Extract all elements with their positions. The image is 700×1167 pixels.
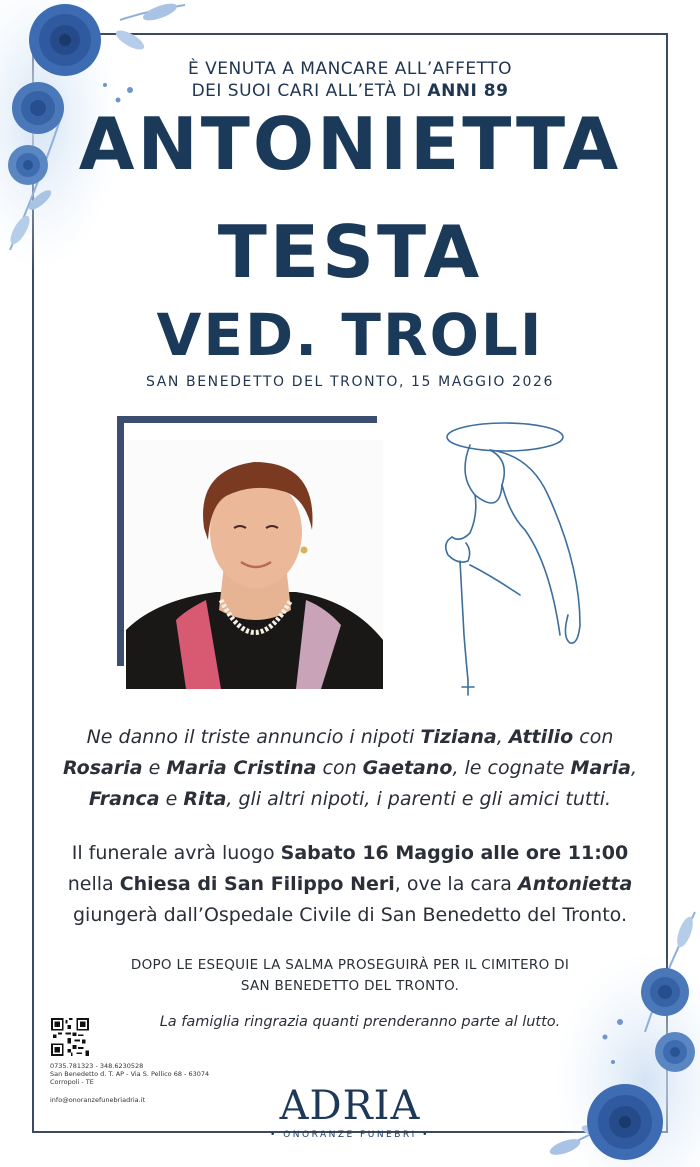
announce-text: , gli altri nipoti, i parenti e gli amici tutti. [226,788,612,810]
intro-line-2-text: DEI SUOI CARI ALL’ETÀ DI [191,81,428,101]
sister-in-law-name: Maria [570,757,631,779]
funeral-text: nella [67,873,120,895]
contact-city: Corropoli - TE [50,1078,94,1086]
family-thanks: La famiglia ringrazia quanti prenderanno parte al lutto. [159,1014,561,1030]
relative-name: Maria Cristina [166,757,317,779]
blue-rose-icon [587,1084,663,1160]
burial-line-1: DOPO LE ESEQUIE LA SALMA PROSEGUIRÀ PER IL CIMITERO DI [130,957,570,973]
announce-text: , le cognate [452,757,571,779]
contact-email[interactable]: info@onoranzefunebriadria.it [50,1096,146,1104]
funeral-text: , ove la cara [394,873,518,895]
intro-line-1: È VENUTA A MANCARE ALL’AFFETTO [187,59,513,79]
funeral-text: Il funerale avrà luogo [71,842,281,864]
announce-text: , [630,757,638,779]
adria-logo [250,1085,450,1140]
portrait-photo [126,440,383,689]
sister-in-law-name: Franca [88,788,160,810]
logo-subtitle: • ONORANZE FUNEBRI • [270,1130,430,1140]
first-name: ANTONIETTA [78,102,622,186]
announce-text: , [496,726,509,748]
funeral-text: giungerà dall’Ospedale Civile di San Benedetto del Tronto. [72,904,627,926]
funeral-date-time: Sabato 16 Maggio alle ore 11:00 [280,842,629,864]
married-name: VED. TROLI [156,301,544,369]
burial-line-2: SAN BENEDETTO DEL TRONTO. [240,978,460,994]
contact-address: San Benedetto d. T. AP - Via S. Pellico 68 - 63074 [50,1070,210,1078]
logo-wordmark: ADRIA [279,1083,421,1129]
announce-text: e [159,788,184,810]
announcement-text [50,722,650,815]
portrait-illustration [126,440,383,689]
relative-name: Gaetano [362,757,453,779]
nephew-name: Attilio [508,726,574,748]
deceased-first-name: Antonietta [517,873,633,895]
blue-rose-icon [655,1032,695,1072]
church-name: Chiesa di San Filippo Neri [119,873,395,895]
praying-madonna-line-art [430,415,590,700]
qr-code-icon[interactable] [51,1018,89,1056]
funeral-info [40,838,660,931]
contact-phones: 0735.781323 - 348.6230528 [50,1062,144,1070]
nephew-name: Tiziana [420,726,497,748]
announce-text: con [316,757,363,779]
age: ANNI 89 [427,81,509,101]
last-name: TESTA [217,210,483,294]
intro-line-2 [0,80,700,102]
announce-text: con [573,726,614,748]
announce-text: Ne danno il triste annuncio i nipoti [86,726,421,748]
floral-decoration-bottom-right [525,902,700,1167]
relative-name: Rosaria [62,757,143,779]
announce-text: e [142,757,167,779]
sister-in-law-name: Rita [183,788,227,810]
place-date: SAN BENEDETTO DEL TRONTO, 15 MAGGIO 2026 [145,374,555,390]
